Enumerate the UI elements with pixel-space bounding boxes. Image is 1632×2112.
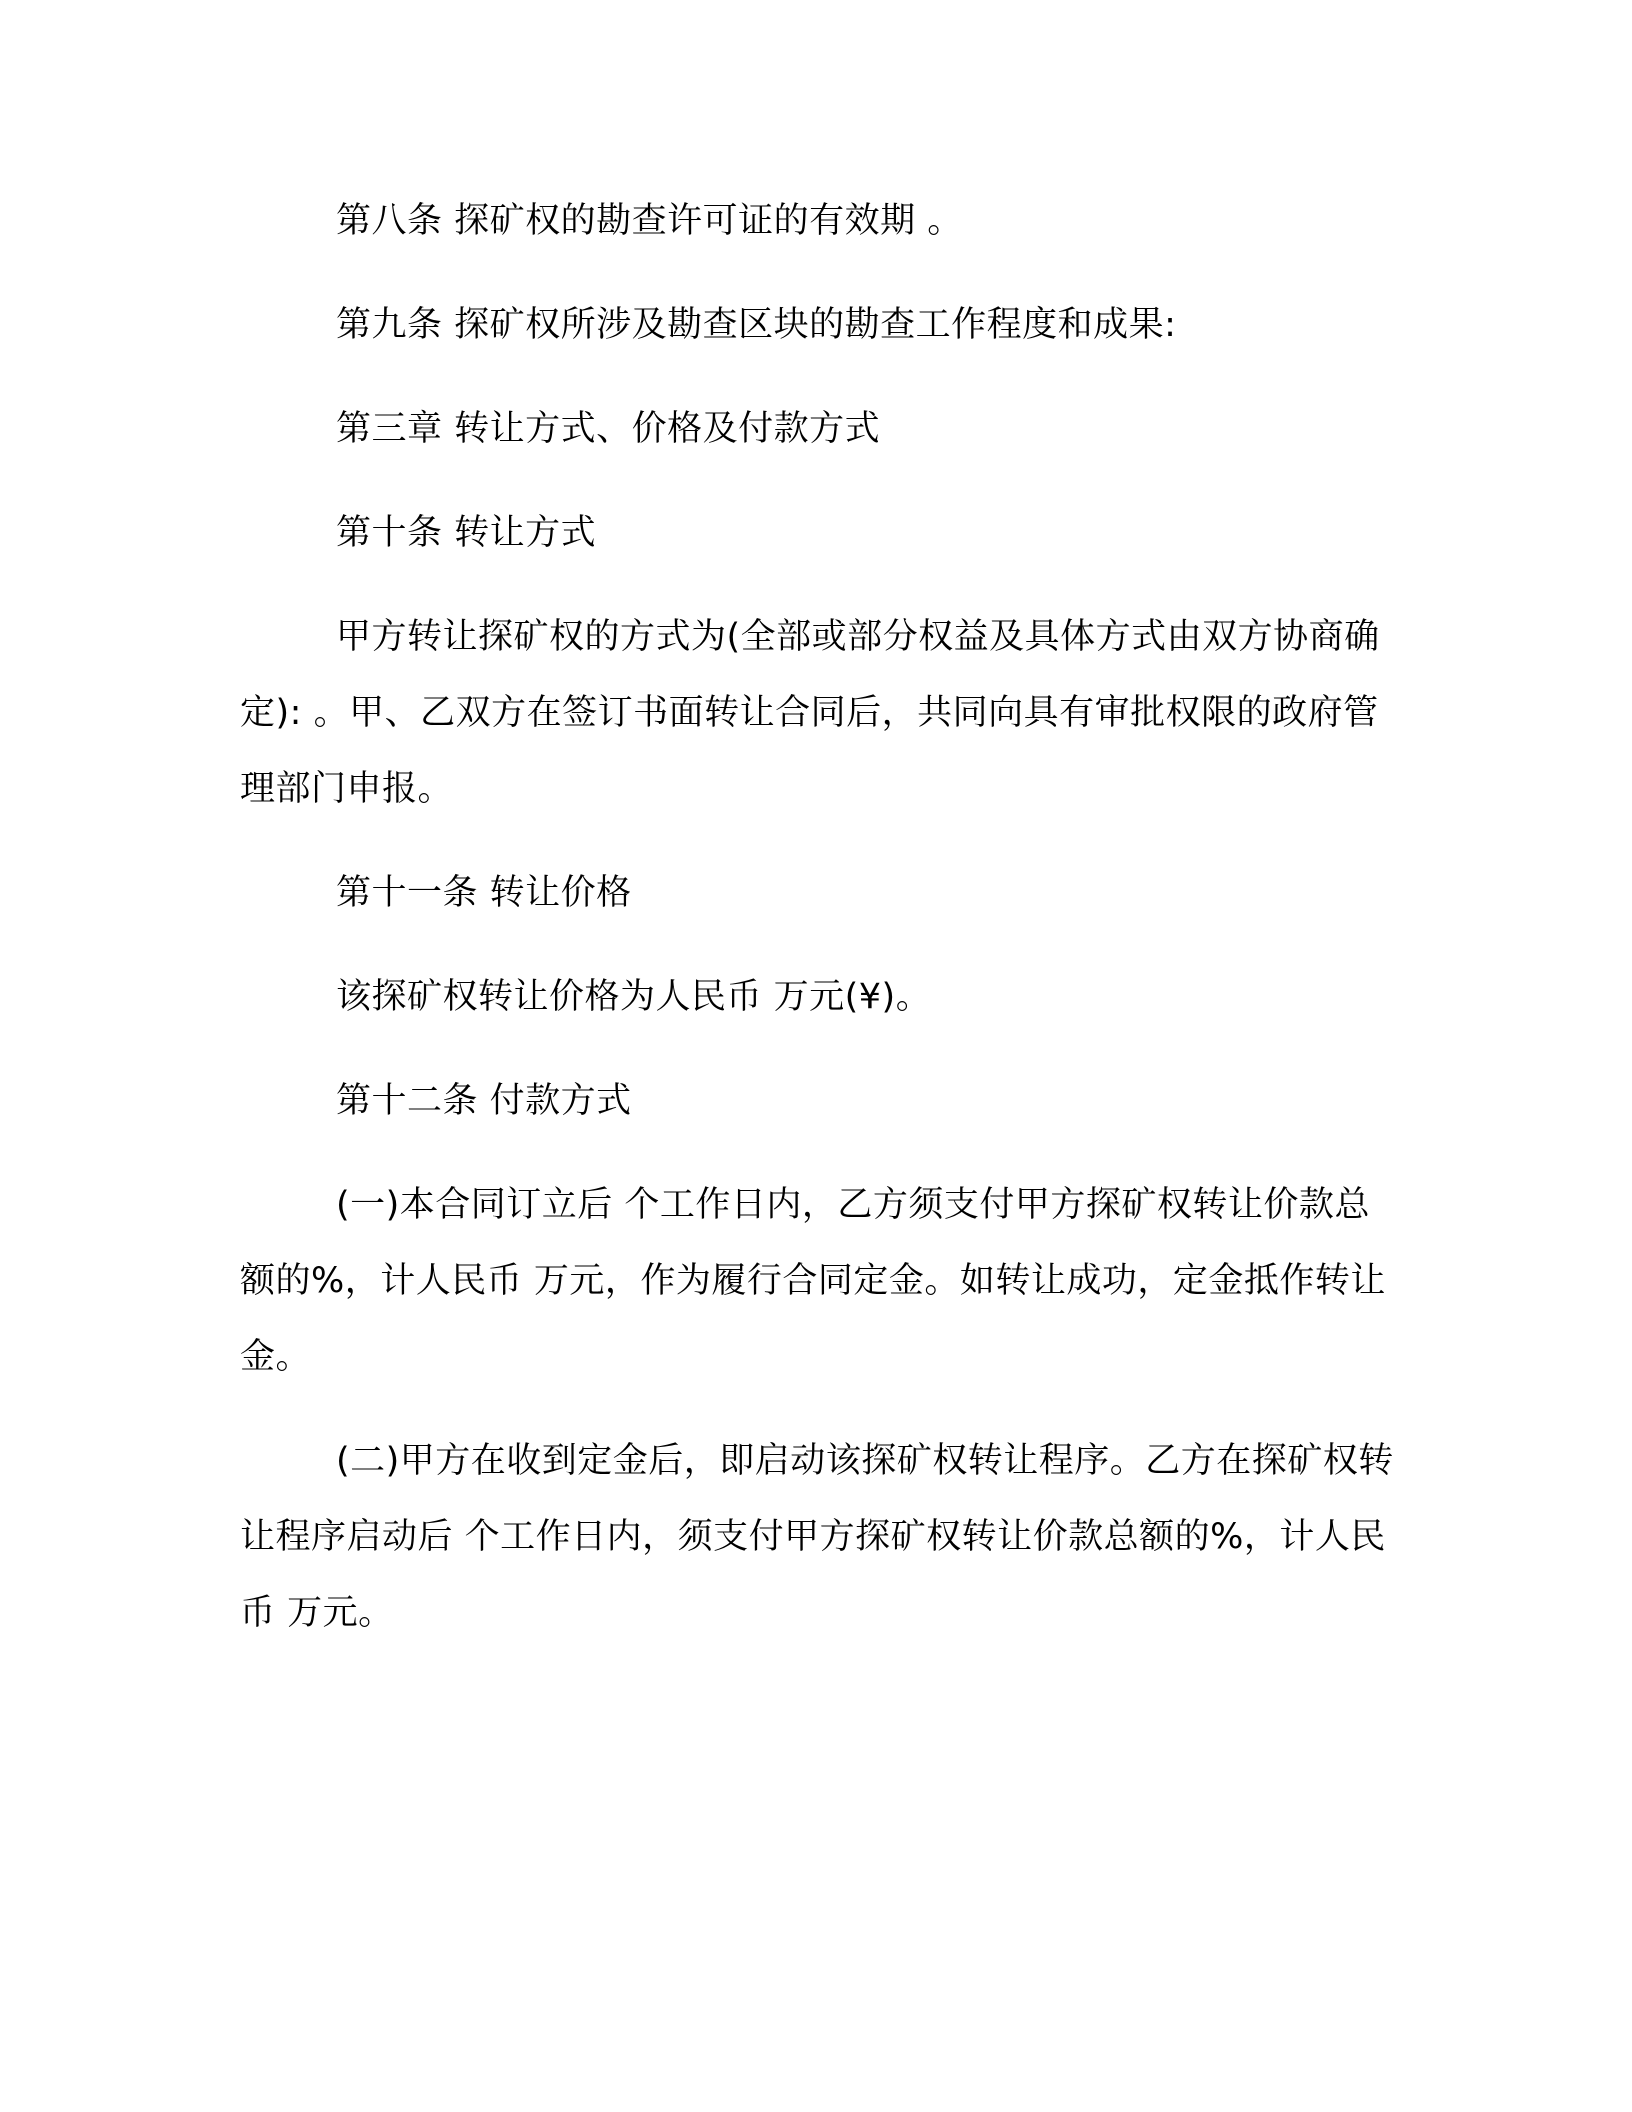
chapter-3-heading: 第三章 转让方式、价格及付款方式 (336, 409, 881, 449)
article-8-paragraph: 第八条 探矿权的勘查许可证的有效期 。 (336, 201, 963, 241)
article-9-paragraph: 第九条 探矿权所涉及勘查区块的勘查工作程度和成果: (336, 305, 1177, 345)
article-11-body: 该探矿权转让价格为人民币 万元(¥)。 (336, 977, 932, 1017)
article-12-clause-1: (一)本合同订立后 个工作日内，乙方须支付甲方探矿权转让价款总额的%，计人民币 万元，作为履行合同定金。如转让成功，定金抵作转让金。 (240, 1185, 1386, 1377)
article-11-heading: 第十一条 转让价格 (336, 873, 632, 913)
document-body (240, 183, 1400, 1679)
article-12-heading: 第十二条 付款方式 (336, 1081, 632, 1121)
article-10-body: 甲方转让探矿权的方式为(全部或部分权益及具体方式由双方协商确定): 。甲、乙双方在签订书面转让合同后，共同向具有审批权限的政府管理部门申报。 (240, 617, 1380, 809)
article-12-clause-2: (二)甲方在收到定金后，即启动该探矿权转让程序。乙方在探矿权转让程序启动后 个工作日内，须支付甲方探矿权转让价款总额的%，计人民币 万元。 (240, 1441, 1394, 1633)
article-10-heading: 第十条 转让方式 (336, 513, 597, 553)
